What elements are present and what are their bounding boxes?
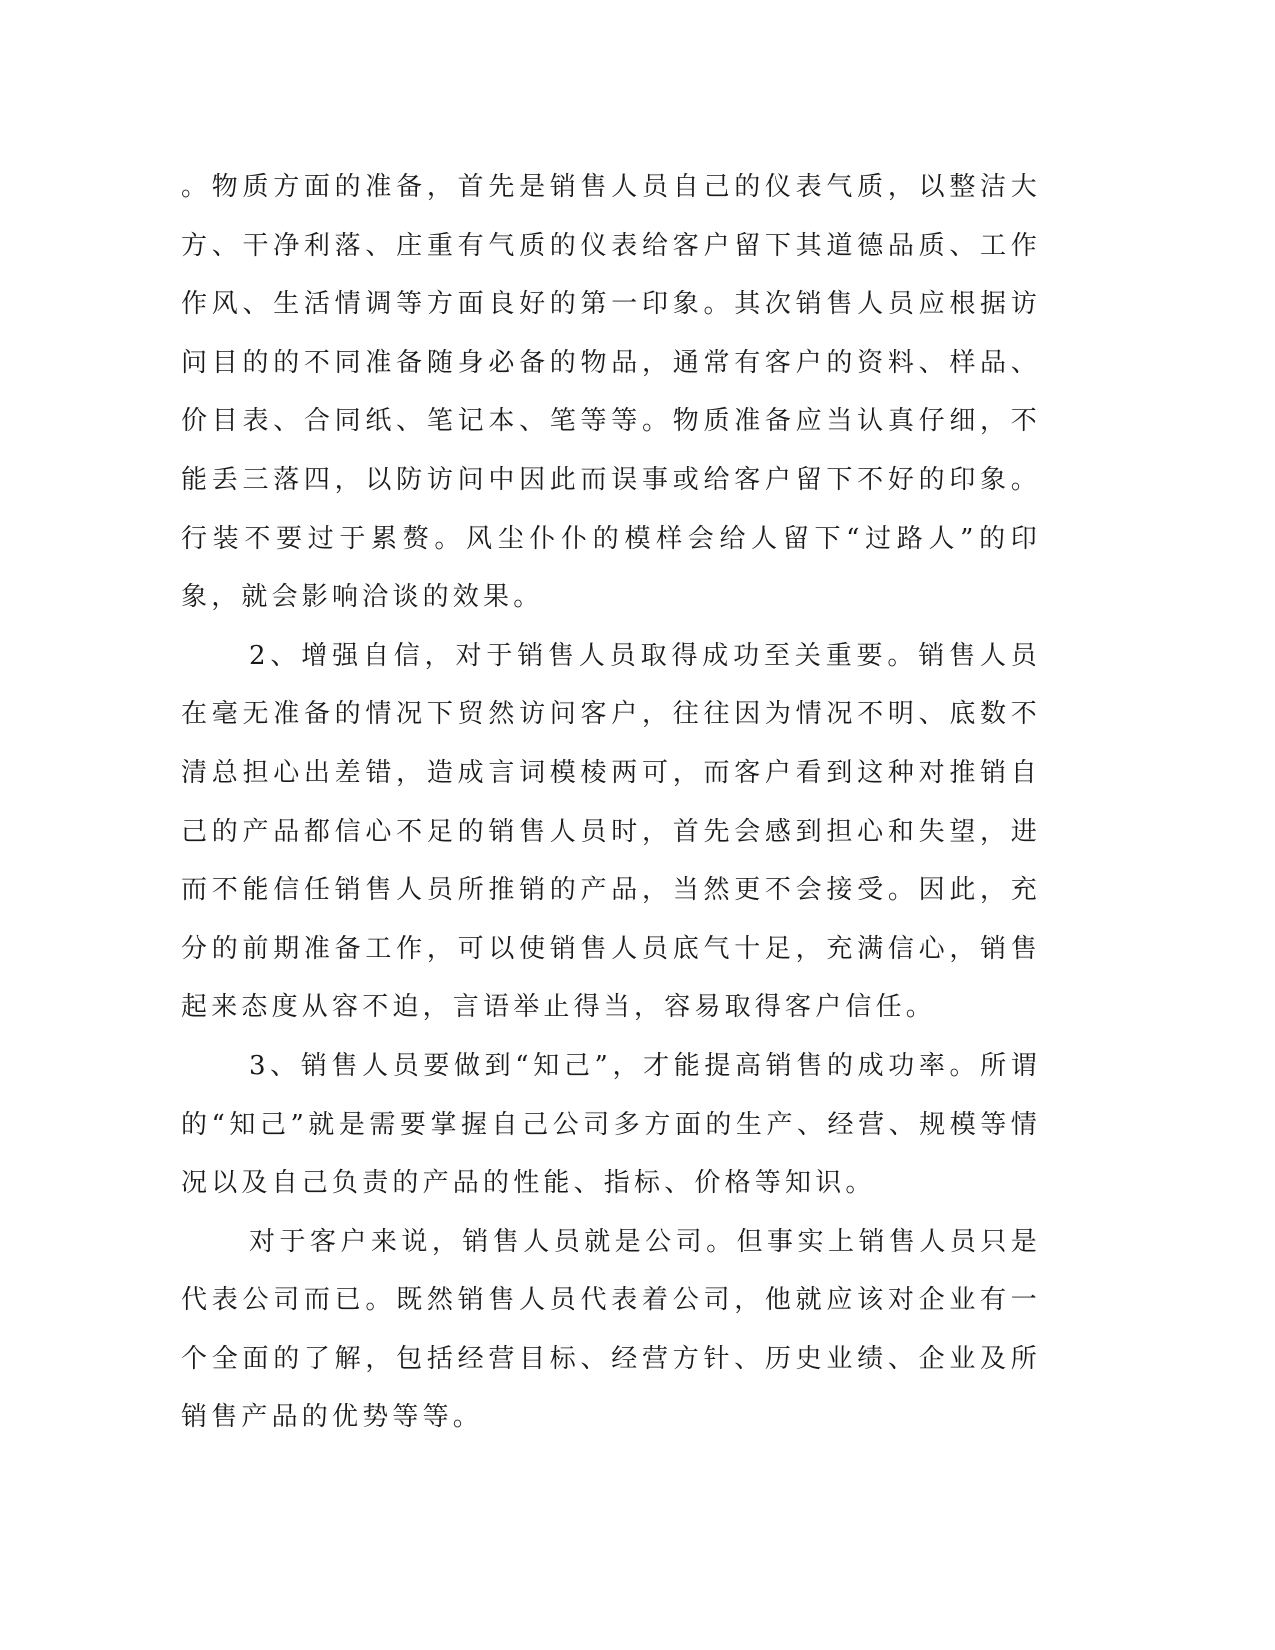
- body-text: [181, 158, 1041, 1447]
- paragraph-4: 对于客户来说，销售人员就是公司。但事实上销售人员只是代表公司而已。既然销售人员代表着公司，他就应该对企业有一个全面的了解，包括经营目标、经营方针、历史业绩、企业及所销售产品的优势等等。: [181, 1226, 1041, 1433]
- paragraph-1: 。物质方面的准备，首先是销售人员自己的仪表气质，以整洁大方、干净利落、庄重有气质的仪表给客户留下其道德品质、工作作风、生活情调等方面良好的第一印象。其次销售人员应根据访问目的的不同准备随身必备的物品，通常有客户的资料、样品、价目表、合同纸、笔记本、笔等等。物质准备应当认真仔细，不能丢三落四，以防访问中因此而误事或给客户留下不好的印象。行装不要过于累赘。风尘仆仆的模样会给人留下“过路人”的印象，就会影响洽谈的效果。: [181, 172, 1041, 613]
- paragraph-2: 2、增强自信，对于销售人员取得成功至关重要。销售人员在毫无准备的情况下贸然访问客户，往往因为情况不明、底数不清总担心出差错，造成言词模棱两可，而客户看到这种对推销自己的产品都信心不足的销售人员时，首先会感到担心和失望，进而不能信任销售人员所推销的产品，当然更不会接受。因此，充分的前期准备工作，可以使销售人员底气十足，充满信心，销售起来态度从容不迫，言语举止得当，容易取得客户信任。: [181, 640, 1041, 1023]
- paragraph-3: 3、销售人员要做到“知己”，才能提高销售的成功率。所谓的“知己”就是需要掌握自己公司多方面的生产、经营、规模等情况以及自己负责的产品的性能、指标、价格等知识。: [181, 1050, 1041, 1199]
